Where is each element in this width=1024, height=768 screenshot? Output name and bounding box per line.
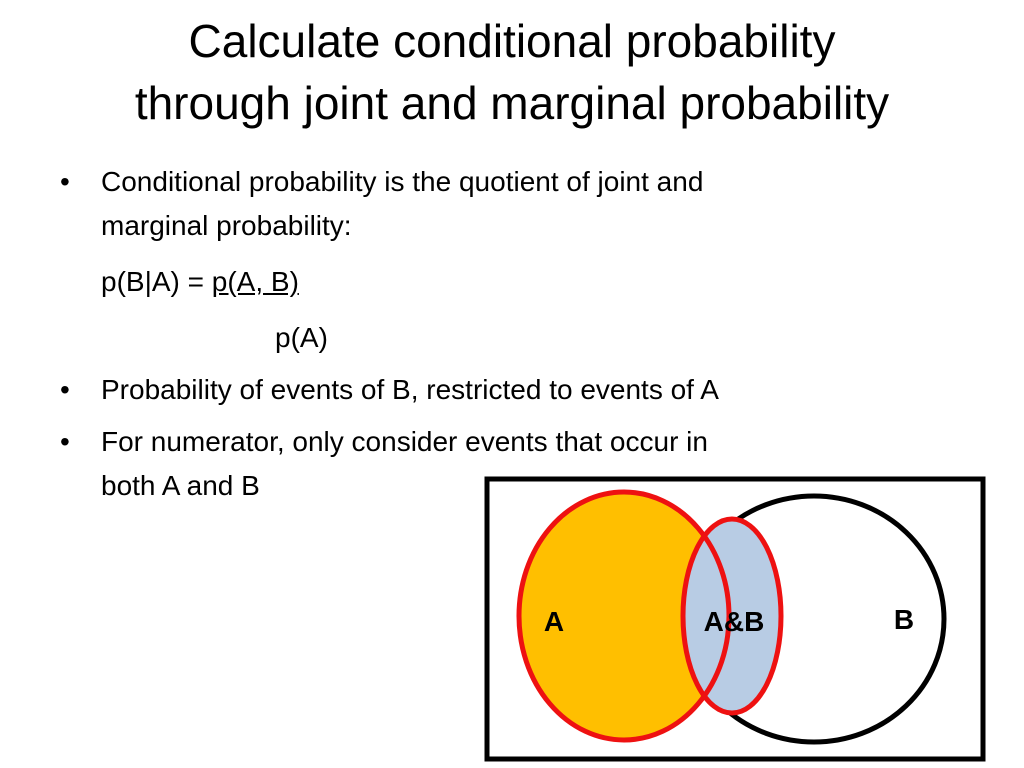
bullet-text-line: marginal probability: (101, 210, 352, 241)
bullet-text-line: Conditional probability is the quotient of joint and (101, 166, 704, 197)
formula-lhs: p(B|A) = (101, 266, 212, 297)
bullet-dot: • (60, 374, 70, 405)
bullet-text-line: For numerator, only consider events that occur in (101, 426, 708, 457)
bullet-dot: • (60, 166, 70, 197)
label-a-and-b: A&B (703, 606, 765, 637)
label-b: B (893, 604, 915, 635)
bullet-item-definition (60, 160, 940, 248)
formula-denominator: p(A) (275, 322, 328, 353)
bullet-dot: • (60, 426, 70, 457)
slide-title (40, 10, 984, 134)
bullet-text-line: Probability of events of B, restricted to events of A (101, 374, 719, 405)
bullet-item-restriction (60, 368, 940, 412)
formula (60, 260, 940, 304)
label-a: A (543, 606, 565, 637)
title-line-1: Calculate conditional probability (188, 15, 836, 67)
venn-svg (484, 476, 986, 762)
bullet-list (60, 160, 940, 508)
venn-diagram (484, 476, 986, 762)
title-line-2: through joint and marginal probability (134, 77, 890, 129)
bullet-text-line: both A and B (101, 470, 260, 501)
formula-numerator: p(A, B) (211, 266, 299, 297)
